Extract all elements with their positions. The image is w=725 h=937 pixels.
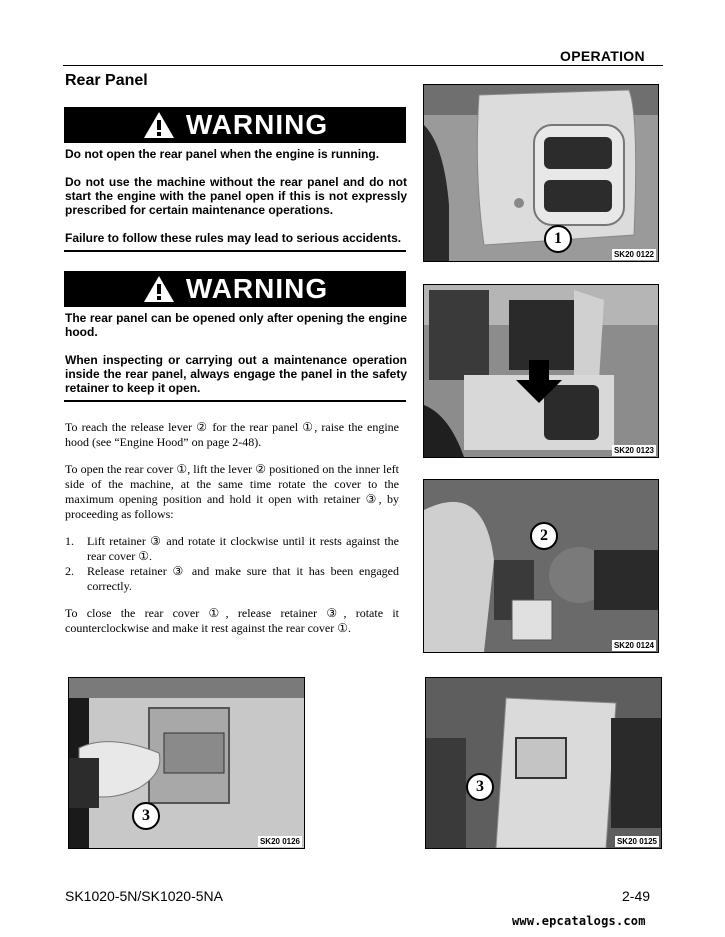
warning-line: Do not open the rear panel when the engine is running. bbox=[65, 147, 380, 161]
procedure-paragraph: To reach the release lever ② for the rear panel ①, raise the engine hood (see “Engine Hood” on page 2-48). bbox=[65, 420, 399, 449]
warning-banner-1 bbox=[64, 107, 406, 143]
warning-triangle-icon bbox=[142, 274, 176, 304]
footer-page-number: 2-49 bbox=[622, 888, 651, 904]
procedure-paragraph: To close the rear cover ①, release retainer ③, rotate it counterclockwise and make it rest against the rear cover ①. bbox=[65, 606, 399, 635]
page-title: Rear Panel bbox=[65, 72, 148, 89]
warning-line: Do not use the machine without the rear panel and do not start the engine with the panel open if this is not expressly prescribed for certain maintenance operations. bbox=[65, 175, 407, 217]
callout-1 bbox=[544, 225, 572, 253]
warning-line: The rear panel can be opened only after opening the engine hood. bbox=[65, 311, 407, 339]
photo-tag: SK20 0126 bbox=[259, 837, 300, 846]
warning-label-2: WARNING bbox=[185, 273, 329, 304]
callout-label: 2 bbox=[540, 527, 548, 544]
retainer-engaged-illustration bbox=[426, 678, 661, 848]
photo-release-lever bbox=[423, 479, 659, 653]
photo-engine-hood bbox=[423, 284, 659, 458]
callout-3 bbox=[132, 802, 160, 830]
header-rule bbox=[63, 65, 663, 66]
callout-3b bbox=[466, 773, 494, 801]
release-lever-illustration bbox=[424, 480, 658, 652]
step-text: Release retainer ③ and make sure that it has been engaged correctly. bbox=[87, 564, 399, 593]
photo-retainer-hand bbox=[68, 677, 305, 849]
photo-retainer-engaged bbox=[425, 677, 662, 849]
step-number: 1. bbox=[65, 534, 74, 548]
photo-tag: SK20 0122 bbox=[613, 250, 654, 259]
warning-line: When inspecting or carrying out a maintenance operation inside the rear panel, always engage the panel in the safety retainer to keep it open. bbox=[65, 353, 407, 395]
warning-rule-1 bbox=[64, 250, 406, 252]
warning-body-2 bbox=[65, 311, 407, 409]
retainer-hand-illustration bbox=[69, 678, 304, 848]
warning-label-1: WARNING bbox=[185, 109, 329, 140]
photo-tag: SK20 0125 bbox=[616, 837, 657, 846]
callout-2 bbox=[530, 522, 558, 550]
footer-url: www.epcatalogs.com bbox=[512, 914, 646, 928]
procedure-paragraph: To open the rear cover ①, lift the lever ② positioned on the inner left side of the machine, at the same time rotate the cover to the maximum opening position and hold it open with retainer ③, by proceeding as follows: bbox=[65, 462, 399, 521]
photo-rear-panel bbox=[423, 84, 659, 262]
procedure-step bbox=[65, 534, 399, 564]
warning-body-1 bbox=[65, 147, 407, 259]
warning-line: Failure to follow these rules may lead to serious accidents. bbox=[65, 231, 402, 245]
callout-label: 3 bbox=[142, 807, 150, 824]
warning-banner-2 bbox=[64, 271, 406, 307]
callout-label: 1 bbox=[554, 230, 562, 247]
callout-label: 3 bbox=[476, 778, 484, 795]
step-number: 2. bbox=[65, 564, 74, 578]
procedure-steps bbox=[65, 534, 399, 594]
procedure-step bbox=[65, 564, 399, 594]
engine-hood-illustration bbox=[424, 285, 658, 457]
warning-triangle-icon bbox=[142, 110, 176, 140]
photo-tag: SK20 0123 bbox=[613, 446, 654, 455]
step-text: Lift retainer ③ and rotate it clockwise until it rests against the rear cover ①. bbox=[87, 534, 399, 563]
footer-model: SK1020-5N/SK1020-5NA bbox=[65, 888, 223, 904]
procedure-text bbox=[65, 420, 399, 648]
section-header: OPERATION bbox=[560, 48, 645, 64]
photo-tag: SK20 0124 bbox=[613, 641, 654, 650]
rear-panel-illustration bbox=[424, 85, 658, 261]
warning-rule-2 bbox=[64, 400, 406, 402]
